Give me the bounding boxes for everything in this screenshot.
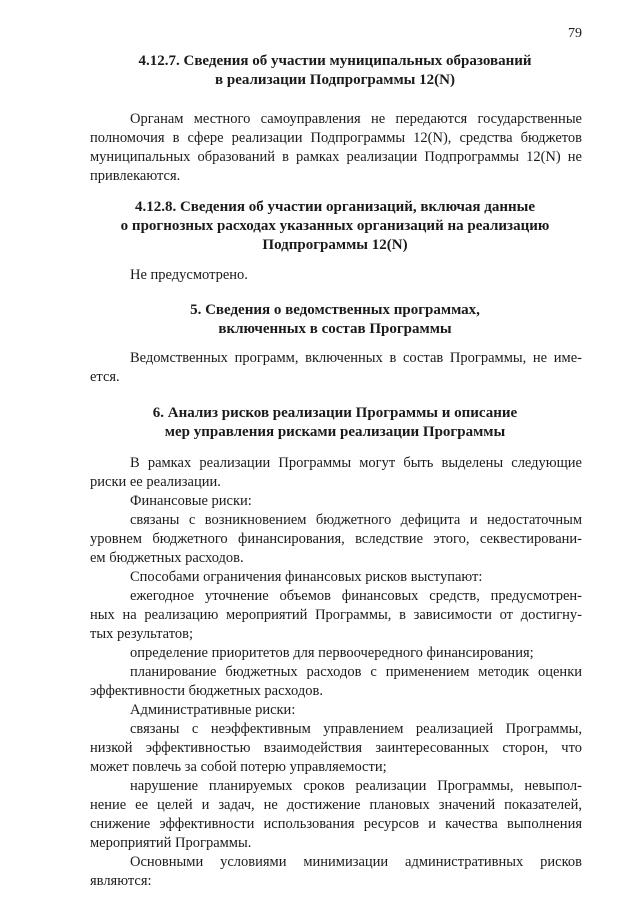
text-line: Способами ограничения финансовых рисков выступают: [130, 569, 483, 585]
text-line: нение ее целей и задач, не достижение плановых значений показателей, [90, 797, 582, 813]
text-line: планирование бюджетных расходов с применением методик оценки [130, 664, 582, 680]
page-number: 79 [568, 26, 582, 41]
section-heading-5 [100, 301, 570, 339]
heading-line: 4.12.7. Сведения об участии муниципальных образований [138, 53, 532, 69]
text-line: риски ее реализации. [90, 474, 221, 490]
text-line: привлекаются. [90, 168, 181, 184]
heading-line: 4.12.8. Сведения об участии организаций, включая данные [134, 199, 536, 215]
text-line: ем бюджетных расходов. [90, 550, 244, 566]
text-line: Органам местного самоуправления не передаются государственные [130, 111, 582, 127]
text-line: нарушение планируемых сроков реализации Программы, невыпол- [130, 778, 582, 794]
text-line: Финансовые риски: [130, 493, 252, 509]
section-text-4-12-7 [90, 110, 582, 186]
section-text-6 [90, 454, 582, 891]
text-line: мероприятий Программы. [90, 835, 252, 851]
heading-line: 6. Анализ рисков реализации Программы и описание [152, 405, 518, 421]
section-text-5 [90, 349, 582, 387]
text-line: тых результатов; [90, 626, 193, 642]
section-heading-4-12-8 [100, 198, 570, 255]
text-line: снижение эффективности использования ресурсов и качества выполнения [90, 816, 582, 832]
text-line: может повлечь за собой потерю управляемости; [90, 759, 387, 775]
text-line: ется. [90, 369, 120, 385]
text-line: ежегодное уточнение объемов финансовых средств, предусмотрен- [130, 588, 582, 604]
text-line: Ведомственных программ, включенных в состав Программы, не име- [130, 350, 582, 366]
text-line: муниципальных образований в рамках реализации Подпрограммы 12(N) не [90, 149, 582, 165]
text-line: являются: [90, 873, 152, 889]
text-line: Основными условиями минимизации административных рисков [130, 854, 582, 870]
heading-line: о прогнозных расходах указанных организаций на реализацию [120, 218, 550, 234]
text-line: связаны с возникновением бюджетного дефицита и недостаточным [130, 512, 582, 528]
text-line: Не предусмотрено. [130, 267, 248, 283]
section-heading-6 [100, 404, 570, 442]
heading-line: в реализации Подпрограммы 12(N) [215, 72, 455, 88]
text-line: эффективности бюджетных расходов. [90, 683, 323, 699]
text-line: Административные риски: [130, 702, 296, 718]
text-line: низкой эффективностью взаимодействия заинтересованных сторон, что [90, 740, 582, 756]
text-line: В рамках реализации Программы могут быть выделены следующие [130, 455, 582, 471]
text-line: связаны с неэффективным управлением реализацией Программы, [130, 721, 582, 737]
text-line: ных на реализацию мероприятий Программы, в зависимости от достигну- [90, 607, 582, 623]
text-line: полномочия в сфере реализации Подпрограммы 12(N), средства бюджетов [90, 130, 582, 146]
heading-line: включенных в состав Программы [218, 321, 452, 337]
section-heading-4-12-7 [100, 52, 570, 90]
heading-line: Подпрограммы 12(N) [262, 237, 408, 253]
text-line: определение приоритетов для первоочередного финансирования; [130, 645, 534, 661]
text-line: уровнем бюджетного финансирования, вследствие этого, секвестировани- [90, 531, 582, 547]
heading-line: 5. Сведения о ведомственных программах, [190, 302, 480, 318]
heading-line: мер управления рисками реализации Программы [164, 424, 506, 440]
section-text-4-12-8 [90, 266, 582, 285]
